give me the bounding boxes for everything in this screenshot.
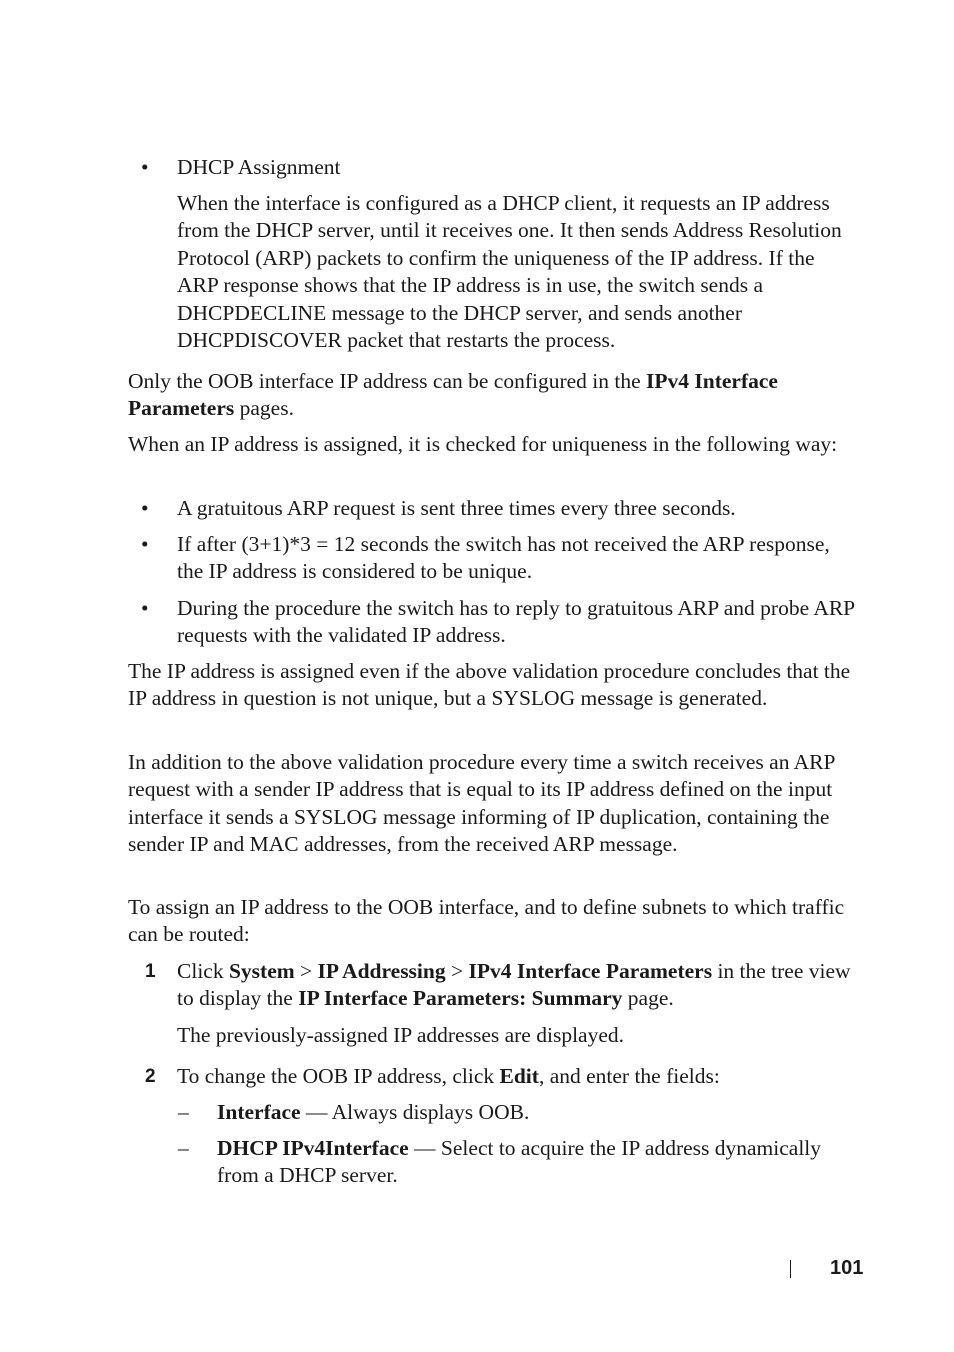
- step-number: 1: [145, 961, 156, 982]
- step-2-text: [177, 1063, 858, 1090]
- bullet-item: A gratuitous ARP request is sent three times every three seconds.: [177, 496, 736, 520]
- oob-text: Only the OOB interface IP address can be configured in the: [128, 369, 647, 393]
- oob-text-end: pages.: [234, 396, 294, 421]
- bullet-marker: •: [141, 596, 149, 620]
- step-1-result: The previously-assigned IP addresses are displayed.: [177, 1023, 624, 1047]
- field-name: Interface: [217, 1100, 301, 1124]
- bullet-marker: •: [141, 532, 149, 556]
- bullet-marker: •: [141, 496, 149, 520]
- page-ip-interface-parameters-summary: IP Interface Parameters: Summary: [298, 986, 623, 1011]
- step-1-text: [177, 958, 858, 1013]
- oob-paragraph: [128, 368, 858, 423]
- step-text: >: [294, 959, 318, 983]
- duplication-paragraph: In addition to the above validation procedure every time a switch receives an ARP request with a sender IP address that is equal to its IP address defined on the input interface it sends a SYSLOG message informing of IP duplication, containing the sender IP and MAC addresses, from the received ARP message.: [128, 750, 835, 857]
- step-text: page.: [622, 986, 674, 1011]
- menu-ipv4-interface-parameters: IPv4 Interface Parameters: [468, 959, 713, 983]
- step-text: in the tree view to display the: [177, 959, 851, 1011]
- field-description: — Always displays OOB.: [300, 1100, 530, 1124]
- menu-ip-addressing: IP Addressing: [317, 959, 446, 983]
- step-text: Click: [177, 959, 229, 983]
- dash-marker: –: [178, 1136, 189, 1160]
- field-description: — Select to acquire the IP address dynamically from a DHCP server.: [217, 1136, 822, 1188]
- dhcp-description: When the interface is configured as a DHCP client, it requests an IP address from the DHCP server, until it receives one. It then sends Address Resolution Protocol (ARP) packets to confirm the uniqueness of the IP address. If the ARP response shows that the IP address is in use, the switch sends a DHCPDECLINE message to the DHCP server, and sends another DHCPDISCOVER packet that restarts the process.: [177, 191, 842, 353]
- bullet-item: If after (3+1)*3 = 12 seconds the switch has not received the ARP response, the IP address is considered to be unique.: [177, 532, 830, 584]
- dhcp-heading: DHCP Assignment: [177, 155, 341, 179]
- field-name: DHCP IPv4Interface: [217, 1136, 409, 1160]
- step-text: >: [445, 959, 469, 983]
- edit-ref: Edit: [499, 1064, 539, 1088]
- assigned-paragraph: The IP address is assigned even if the above validation procedure concludes that the IP address in question is not unique, but a SYSLOG message is generated.: [128, 659, 851, 711]
- bullet-marker: •: [141, 155, 149, 179]
- assign-intro-paragraph: To assign an IP address to the OOB interface, and to define subnets to which traffic can be routed:: [128, 895, 845, 947]
- footer-divider: [790, 1260, 791, 1278]
- uniqueness-paragraph: When an IP address is assigned, it is checked for uniqueness in the following way:: [128, 432, 838, 456]
- page-number: 101: [830, 1257, 864, 1279]
- step-text: , and enter the fields:: [538, 1064, 720, 1088]
- dash-marker: –: [178, 1100, 189, 1124]
- field-interface: [217, 1099, 858, 1126]
- step-text: To change the OOB IP address, click: [177, 1064, 500, 1088]
- step-number: 2: [145, 1066, 156, 1087]
- field-dhcp-ipv4-interface: [217, 1135, 858, 1190]
- bullet-item: During the procedure the switch has to reply to gratuitous ARP and probe ARP requests with the validated IP address.: [177, 596, 855, 648]
- ipv4-interface-parameters-ref: IPv4 Interface Parameters: [128, 369, 778, 421]
- menu-system: System: [228, 959, 295, 983]
